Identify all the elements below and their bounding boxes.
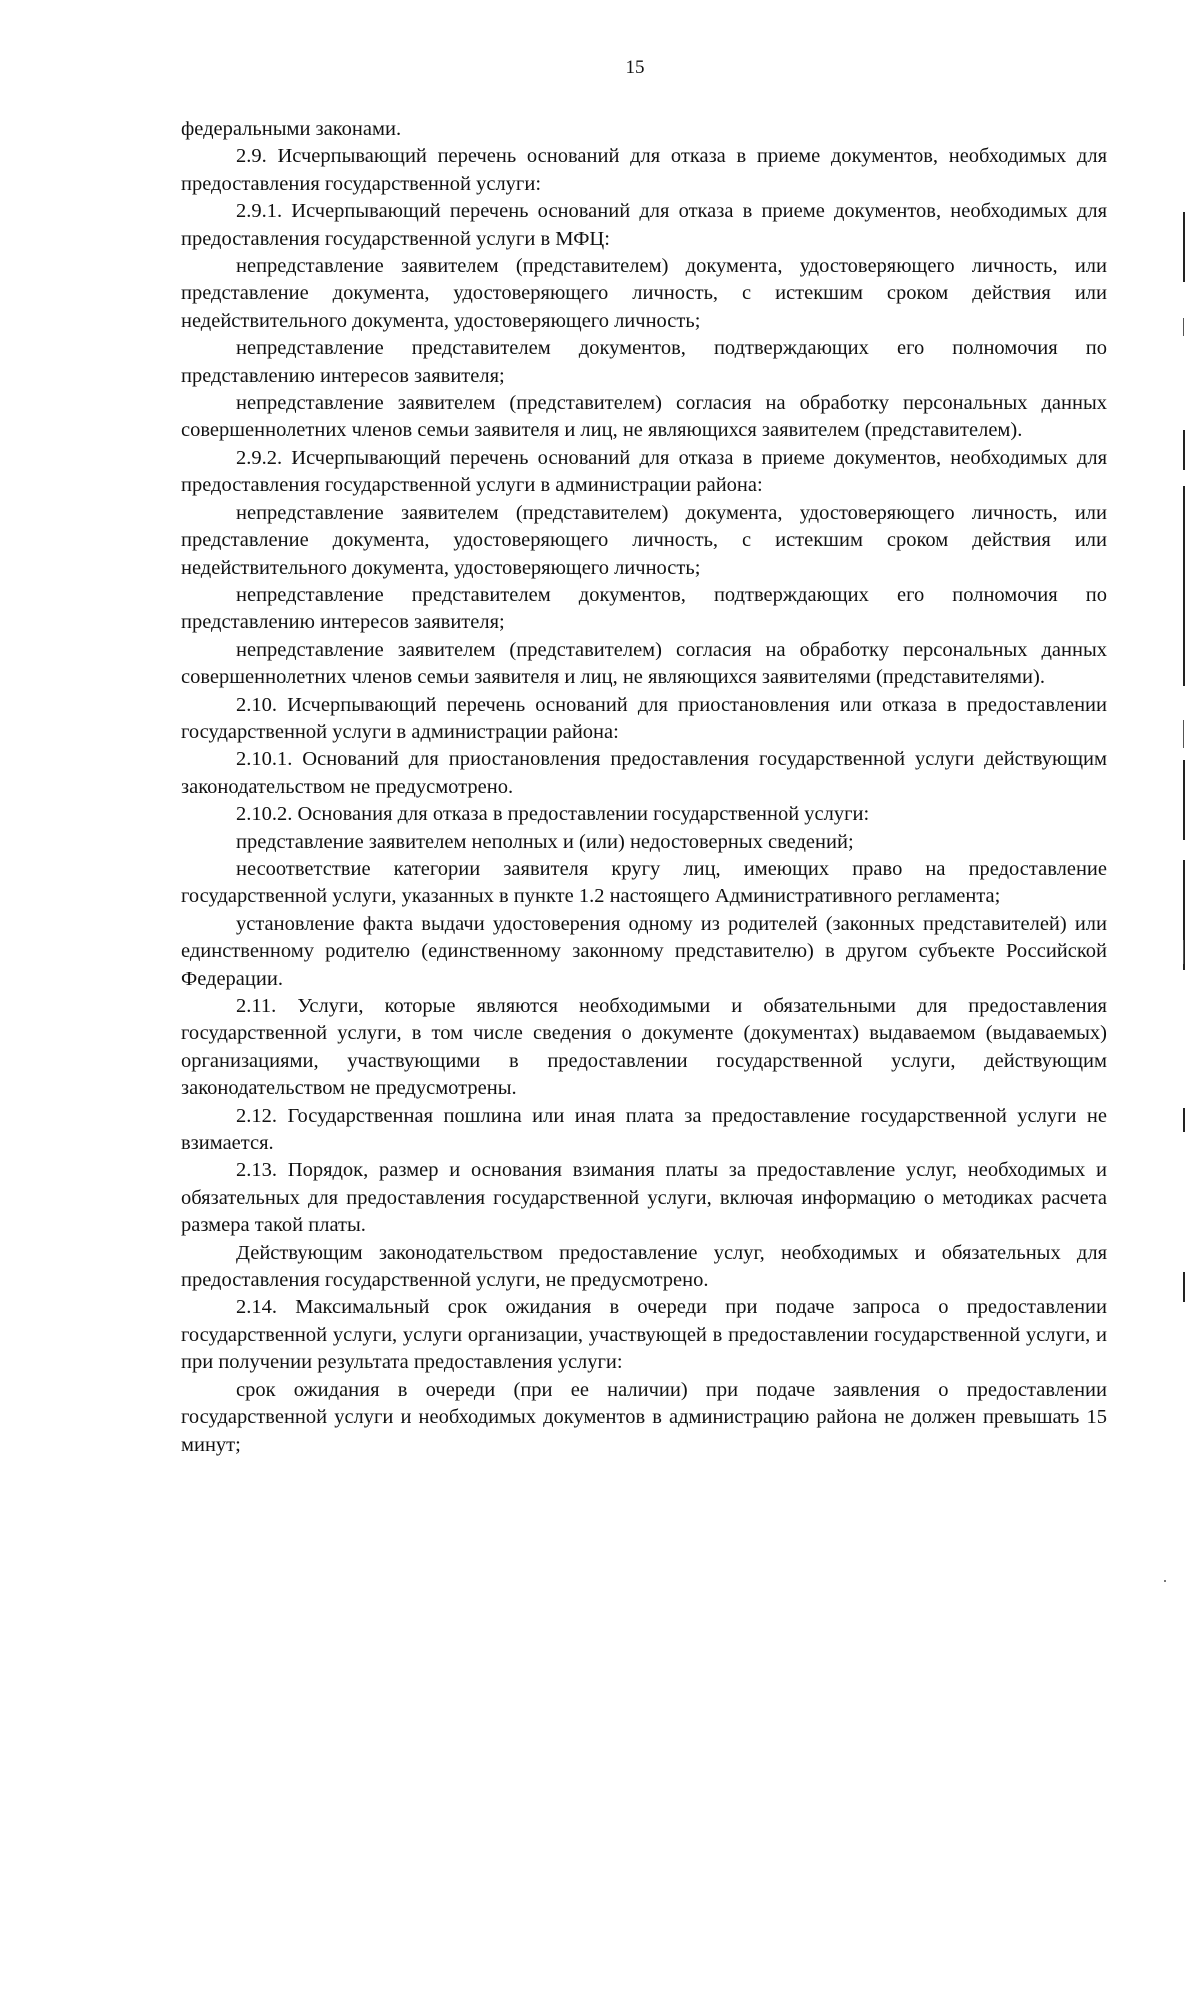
paragraph-2-9-2-item-3: непредставление заявителем (представителем) согласия на обработку персональных данных совершеннолетних членов семьи заявителя и лиц, не являющихся заявителями (представителями). [181,638,1107,689]
paragraph-2-10-2-item-3: установление факта выдачи удостоверения одному из родителей (законных представителей) или единственному родителю (единственному законному представителю) в другом субъекте Российской Федерации. [181,912,1107,990]
margin-scan-line [1183,1272,1185,1302]
paragraph-2-10-2: 2.10.2. Основания для отказа в предоставлении государственной услуги: [236,803,870,826]
paragraph-2-9-1-item-2: непредставление представителем документов, подтверждающих его полномочия по представлению интересов заявителя; [181,337,1107,387]
margin-scan-line [1183,430,1185,470]
paragraph-2-9-2-item-1: непредставление заявителем (представителем) документа, удостоверяющего личность, или представление документа, удостоверяющего личность, с истекшим сроком действия или недействительного документа, удостоверяющего личность; [181,501,1107,579]
paragraph-2-9: 2.9. Исчерпывающий перечень оснований для отказа в приеме документов, необходимых для предоставления государственной услуги: [181,145,1107,195]
paragraph-2-10: 2.10. Исчерпывающий перечень оснований для приостановления или отказа в предоставлении государственной услуги в администрации района: [181,693,1107,743]
paragraph-2-9-1: 2.9.1. Исчерпывающий перечень оснований для отказа в приеме документов, необходимых для предоставления государственной услуги в МФЦ: [181,200,1107,250]
paragraph-continuation: федеральными законами. [181,118,402,140]
paragraph-2-12: 2.12. Государственная пошлина или иная плата за предоставление государственной услуги не взимается. [181,1104,1107,1155]
margin-scan-line [1183,212,1185,282]
paragraph-2-9-1-item-3: непредставление заявителем (представителем) согласия на обработку персональных данных совершеннолетних членов семьи заявителя и лиц, не являющихся заявителем (представителем). [181,392,1107,442]
margin-scan-line [1183,1108,1185,1132]
margin-scan-line [1183,486,1185,686]
document-body [181,116,1107,1459]
paragraph-2-14-item-1: срок ожидания в очереди (при ее наличии) при подаче заявления о предоставлении государственной услуги и необходимых документов в администрацию района не должен превышать 15 минут; [181,1378,1107,1456]
page-number: 15 [625,57,645,78]
scan-speck [1164,1580,1166,1582]
paragraph-2-14: 2.14. Максимальный срок ожидания в очереди при подаче запроса о предоставлении государственной услуги, услуги организации, участвующей в предоставлении государственной услуги, и при получении результата предоставления услуги: [181,1296,1107,1374]
margin-scan-line [1183,720,1184,748]
paragraph-2-13: 2.13. Порядок, размер и основания взимания платы за предоставление услуг, необходимых и обязательных для предоставления государственной услуги, включая информацию о методиках расчета размера такой платы. [181,1159,1107,1237]
paragraph-2-10-1: 2.10.1. Оснований для приостановления предоставления государственной услуги действующим законодательством не предусмотрено. [181,748,1107,798]
margin-scan-line [1183,940,1184,964]
margin-scan-line [1183,318,1184,336]
paragraph-2-9-2-item-2: непредставление представителем документов, подтверждающих его полномочия по представлению интересов заявителя; [181,583,1107,634]
paragraph-2-10-2-item-2: несоответствие категории заявителя кругу лиц, имеющих право на предоставление государственной услуги, указанных в пункте 1.2 настоящего Административного регламента; [181,857,1107,908]
paragraph-2-11: 2.11. Услуги, которые являются необходимыми и обязательными для предоставления государственной услуги, в том числе сведения о документе (документах) выдаваемом (выдаваемых) организациями, участвующими в предоставлении государственной услуги, действующим законодательством не предусмотрены. [181,995,1107,1100]
paragraph-2-9-2: 2.9.2. Исчерпывающий перечень оснований для отказа в приеме документов, необходимых для предоставления государственной услуги в администрации района: [181,446,1107,497]
paragraph-2-9-1-item-1: непредставление заявителем (представителем) документа, удостоверяющего личность, или представление документа, удостоверяющего личность, с истекшим сроком действия или недействительного документа, удостоверяющего личность; [181,255,1107,332]
margin-scan-line [1183,760,1185,840]
paragraph-2-10-2-item-1: представление заявителем неполных и (или) недостоверных сведений; [236,830,854,853]
paragraph-2-13-note: Действующим законодательством предоставление услуг, необходимых и обязательных для предоставления государственной услуги, не предусмотрено. [181,1241,1107,1292]
